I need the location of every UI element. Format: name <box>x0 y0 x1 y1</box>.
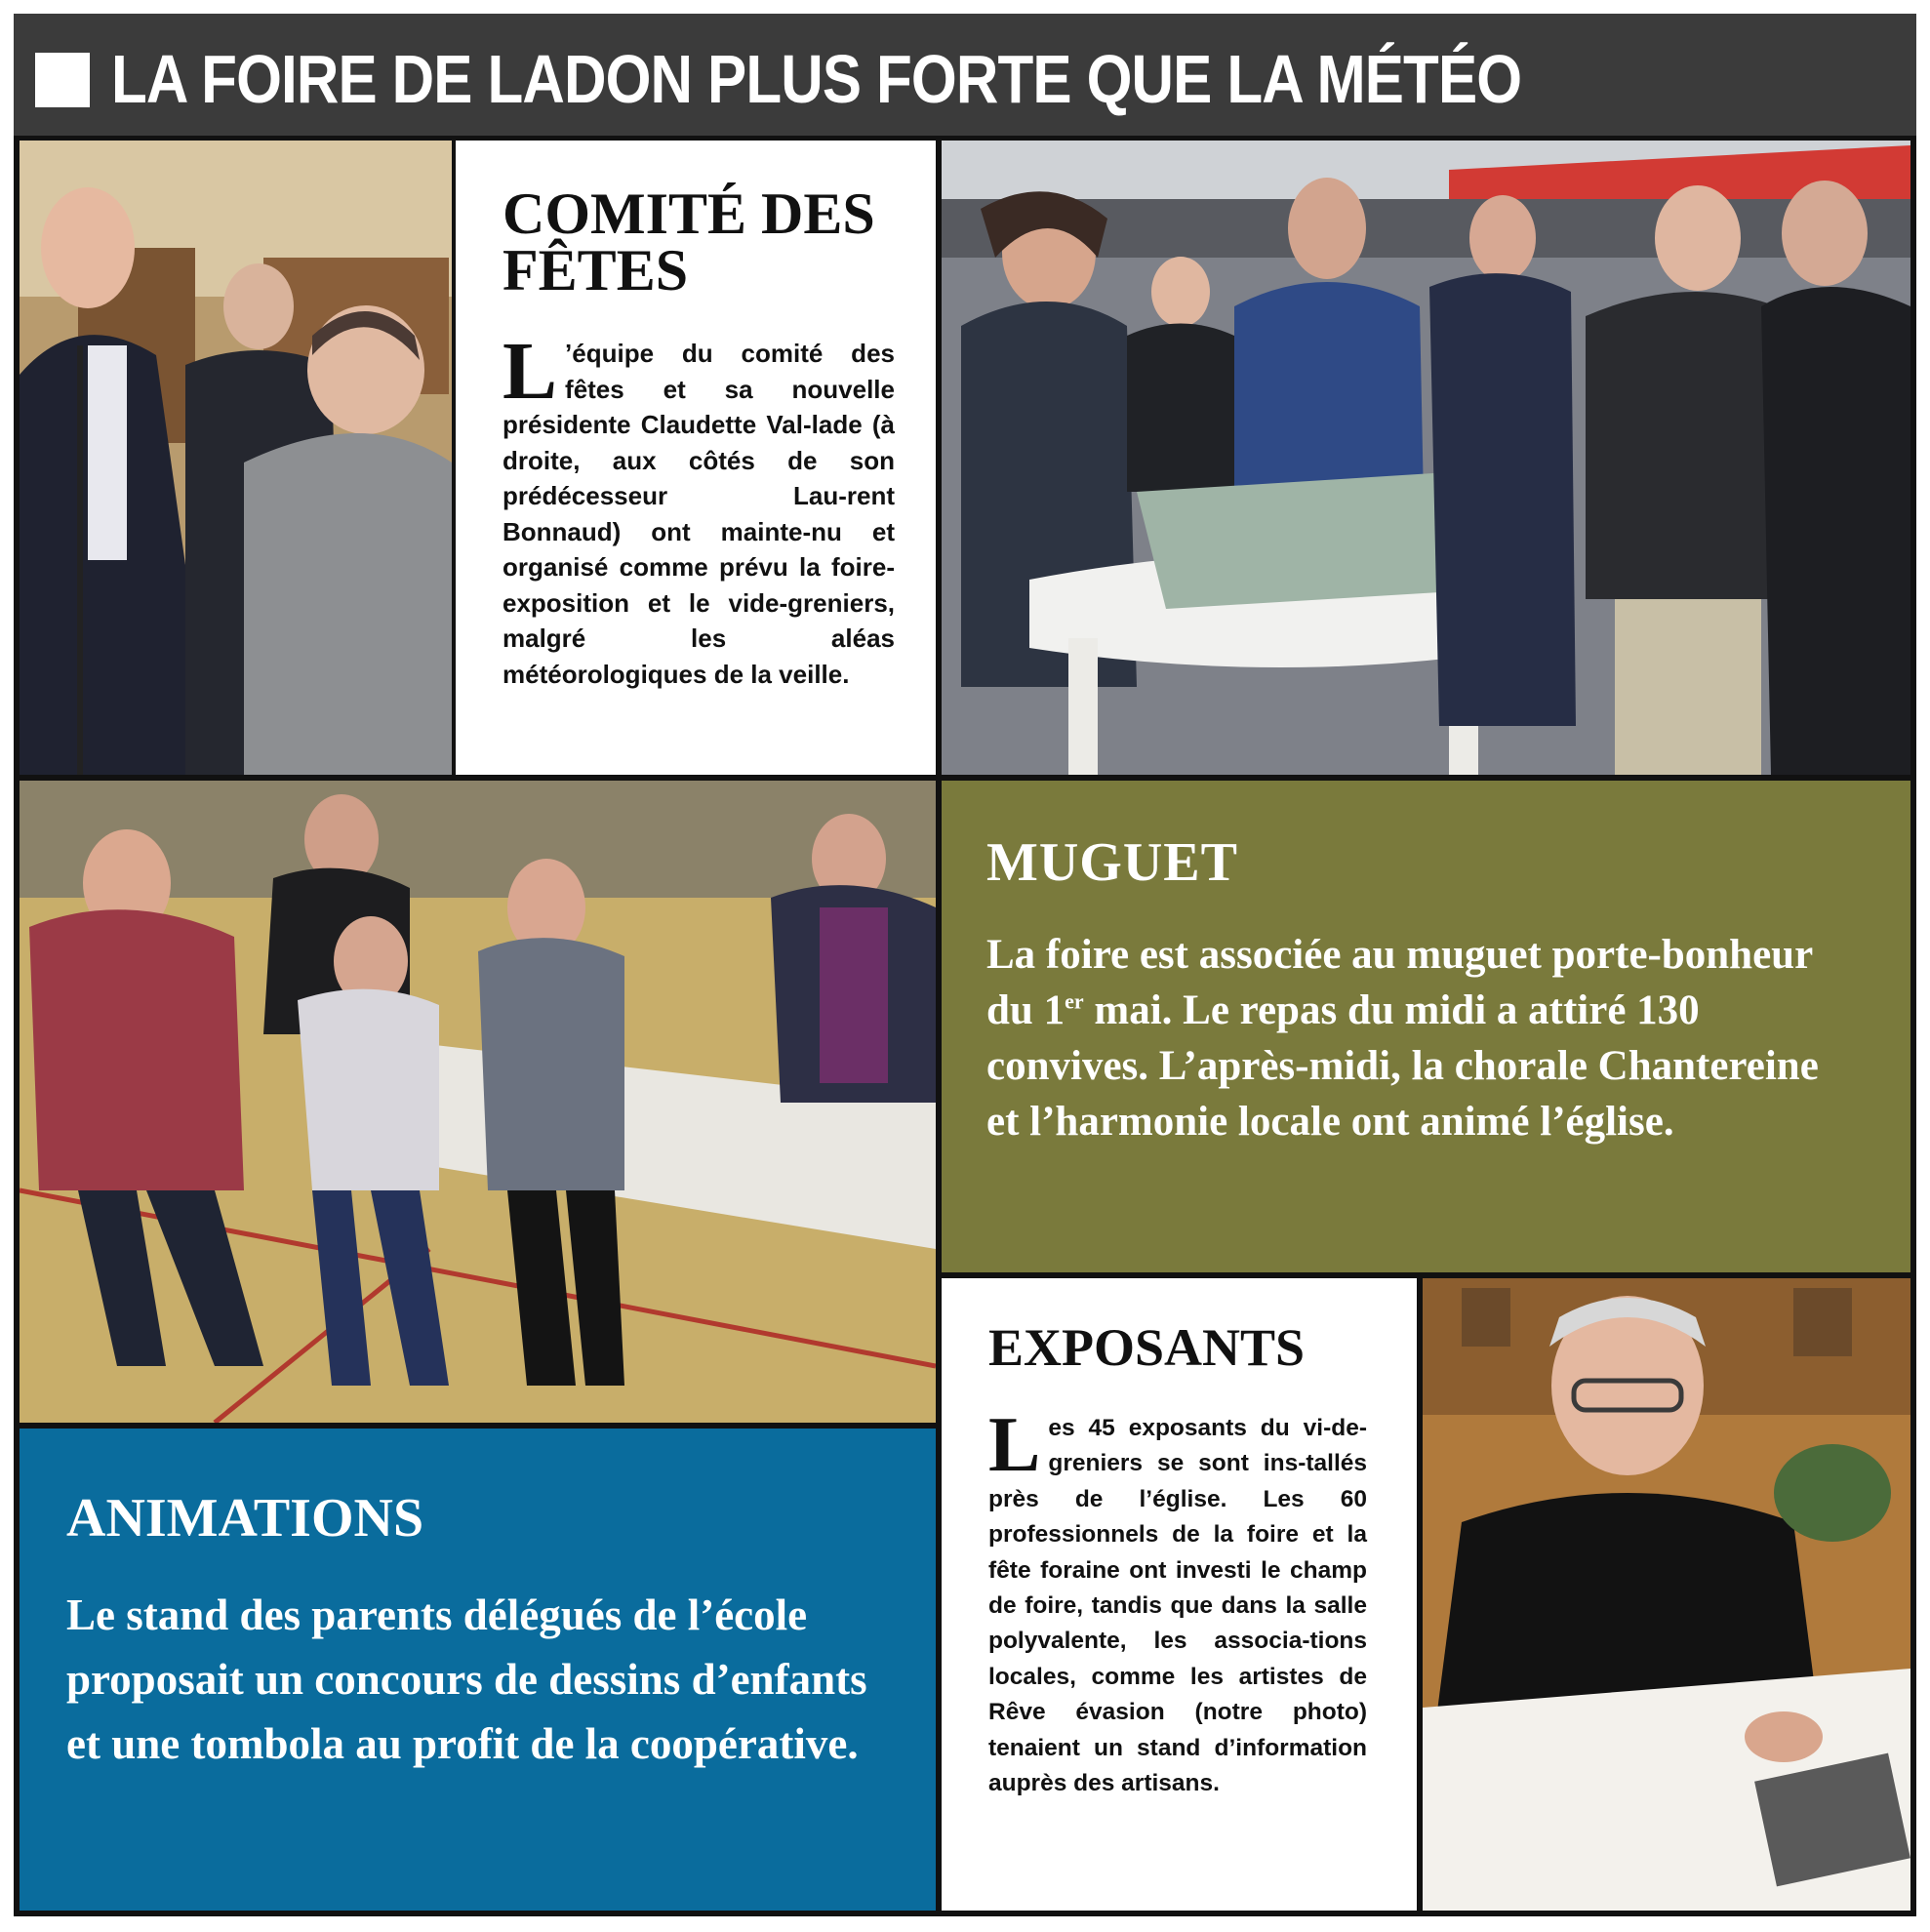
photo-marche <box>942 141 1910 775</box>
photo-salle <box>20 781 936 1423</box>
header-square-icon <box>35 53 90 107</box>
muguet-body <box>986 927 1845 1149</box>
photo-artiste <box>1423 1278 1910 1911</box>
muguet-text-1: La foire est associée au muguet porte-bonheur du 1 <box>986 932 1813 1033</box>
muguet-text-sup: er <box>1065 988 1084 1014</box>
animations-body: Le stand des parents délégués de l’école proposait un concours de dessins d’enfants et une tombola au profit de la coopérative. <box>66 1590 867 1768</box>
article-header <box>14 14 1916 136</box>
exposants-text: es 45 exposants du vi-de-greniers se sont ins-tallés près de l’église. Les 60 professionnels de la foire et la fête foraine ont investi le champ de foire, tandis que dans la salle polyvalente, les associa-tions locales, comme les artistes de Rêve évasion (notre photo) tenaient un stand d’information auprès des artisans. <box>988 1415 1367 1797</box>
section-exposants <box>942 1278 1417 1911</box>
comite-body <box>503 326 895 692</box>
comite-text: ’équipe du comité des fêtes et sa nouvelle présidente Claudette Val-lade (à droite, aux côtés de son prédécesseur Lau-rent Bonnaud) ont mainte-nu et organisé comme prévu la foire-exposition et le vide-greniers, malgré les aléas météorologiques de la veille. <box>503 339 895 689</box>
animations-heading: ANIMATIONS <box>66 1488 424 1549</box>
exposants-dropcap: L <box>988 1402 1041 1488</box>
section-animations <box>20 1429 936 1911</box>
article-frame <box>14 14 1916 1916</box>
photo-comite <box>20 141 452 775</box>
exposants-heading: EXPOSANTS <box>988 1318 1306 1377</box>
article-title: LA FOIRE DE LADON PLUS FORTE QUE LA MÉTÉO <box>111 41 1522 117</box>
section-comite <box>456 141 936 775</box>
comite-heading: COMITÉ DES FÊTES <box>503 181 875 302</box>
exposants-body <box>988 1402 1367 1801</box>
muguet-heading: MUGUET <box>986 832 1238 893</box>
section-muguet <box>942 781 1910 1272</box>
muguet-text-2: mai. Le repas du midi a attiré 130 convives. L’après-midi, la chorale Chantereine et l’harmonie locale ont animé l’église. <box>986 987 1819 1145</box>
comite-dropcap: L <box>503 326 558 417</box>
